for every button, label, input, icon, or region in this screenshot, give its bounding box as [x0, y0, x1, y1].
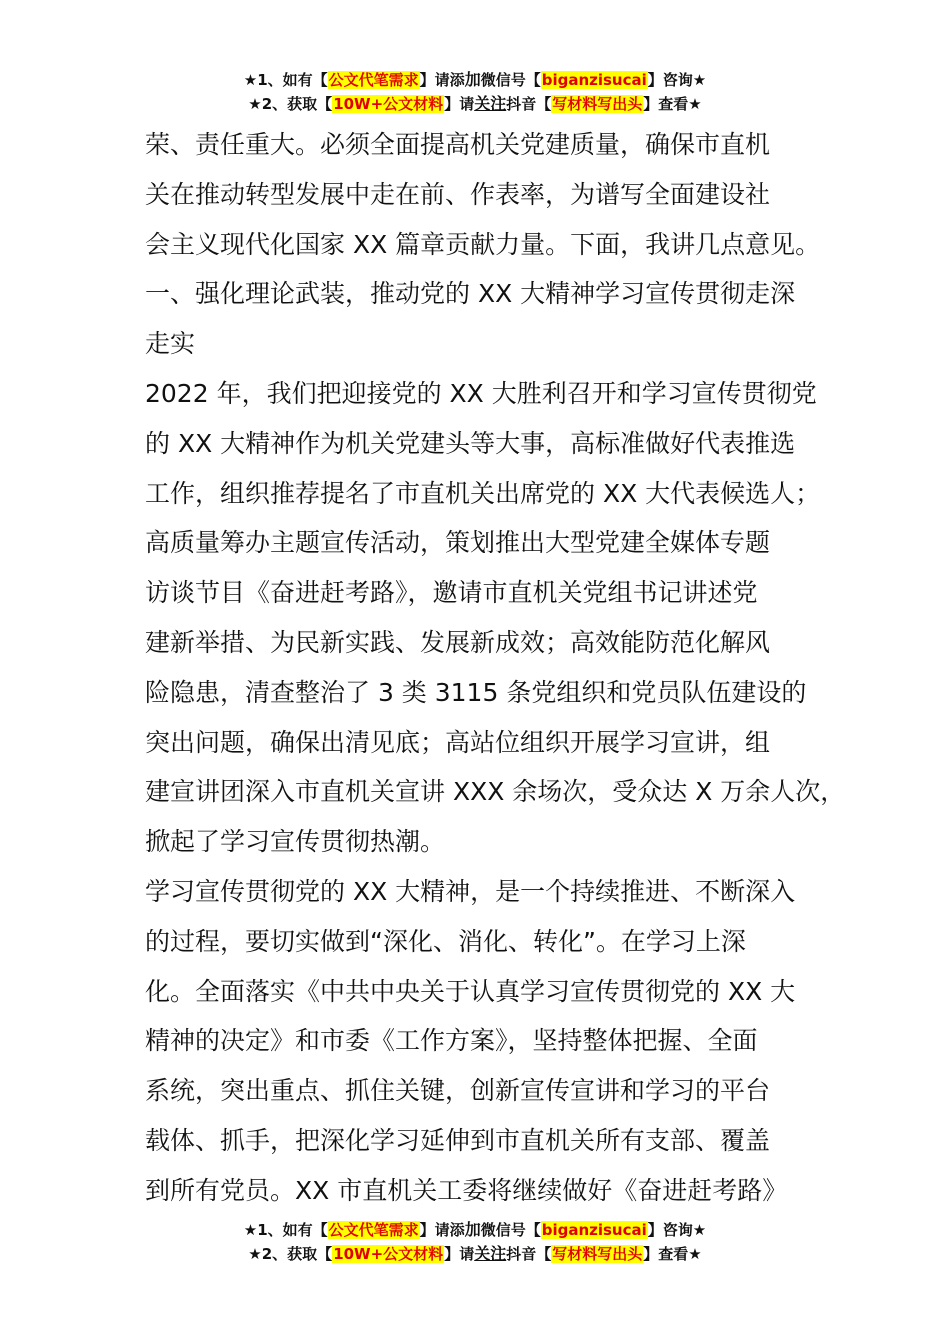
text-line: 到所有党员。XX 市直机关工委将继续做好《奋进赶考路》: [145, 1175, 788, 1205]
text-line: 载体、抓手，把深化学习延伸到市直机关所有支部、覆盖: [145, 1125, 771, 1155]
highlight-service: 公文代笔需求: [328, 71, 419, 89]
banner-line-2: ★2、获取【10W+公文材料】请关注抖音【写材料写出头】查看★: [248, 94, 702, 113]
footer-banner: [0, 1218, 950, 1266]
text-line: 学习宣传贯彻党的 XX 大精神，是一个持续推进、不断深入: [145, 876, 796, 906]
text-line: 一、强化理论武装，推动党的 XX 大精神学习宣传贯彻走深: [145, 279, 796, 309]
header-banner: [0, 68, 950, 116]
text-line: 化。全面落实《中共中央关于认真学习宣传贯彻党的 XX 大: [145, 976, 796, 1006]
text-line: 系统，突出重点、抓住关键，创新宣传宣讲和学习的平台: [145, 1076, 771, 1106]
text-line: 2022 年，我们把迎接党的 XX 大胜利召开和学习宣传贯彻党: [145, 378, 817, 408]
document-body: [145, 120, 846, 1216]
text-line: 精神的决定》和市委《工作方案》，坚持整体把握、全面: [145, 1026, 758, 1056]
highlight-materials: 10W+公文材料: [333, 95, 444, 113]
text-line: 建宣讲团深入市直机关宣讲 XXX 余场次，受众达 X 万余人次，: [145, 777, 846, 807]
text-line: 访谈节目《奋进赶考路》，邀请市直机关党组书记讲述党: [145, 578, 758, 608]
banner-line-1: ★1、如有【公文代笔需求】请添加微信号【biganzisucai】咨询★: [243, 1220, 707, 1239]
text-line: 会主义现代化国家 XX 篇章贡献力量。下面，我讲几点意见。: [145, 229, 821, 259]
text-line: 突出问题，确保出清见底；高站位组织开展学习宣讲，组: [145, 727, 771, 757]
text-line: 掀起了学习宣传贯彻热潮。: [145, 827, 446, 857]
text-line: 关在推动转型发展中走在前、作表率，为谱写全面建设社: [145, 179, 771, 209]
text-line: 走实: [145, 329, 196, 359]
text-line: 的 XX 大精神作为机关党建头等大事，高标准做好代表推选: [145, 428, 796, 458]
banner-line-1: ★1、如有【公文代笔需求】请添加微信号【biganzisucai】咨询★: [243, 70, 707, 89]
text-line: 的过程，要切实做到“深化、消化、转化”。在学习上深: [145, 926, 746, 956]
highlight-douyin-id: 写材料写出头: [552, 95, 643, 113]
highlight-service: 公文代笔需求: [328, 1221, 419, 1239]
highlight-douyin-id: 写材料写出头: [552, 1245, 643, 1263]
text-line: 建新举措、为民新实践、发展新成效；高效能防范化解风: [145, 627, 771, 657]
highlight-materials: 10W+公文材料: [333, 1245, 444, 1263]
text-line: 险隐患，清查整治了 3 类 3115 条党组织和党员队伍建设的: [145, 677, 807, 707]
text-line: 荣、责任重大。必须全面提高机关党建质量，确保市直机: [145, 130, 771, 159]
highlight-wechat-id: biganzisucai: [541, 71, 647, 89]
text-line: 高质量筹办主题宣传活动，策划推出大型党建全媒体专题: [145, 528, 771, 558]
text-line: 工作，组织推荐提名了市直机关出席党的 XX 大代表候选人；: [145, 478, 821, 508]
banner-line-2: ★2、获取【10W+公文材料】请关注抖音【写材料写出头】查看★: [248, 1244, 702, 1263]
highlight-wechat-id: biganzisucai: [541, 1221, 647, 1239]
